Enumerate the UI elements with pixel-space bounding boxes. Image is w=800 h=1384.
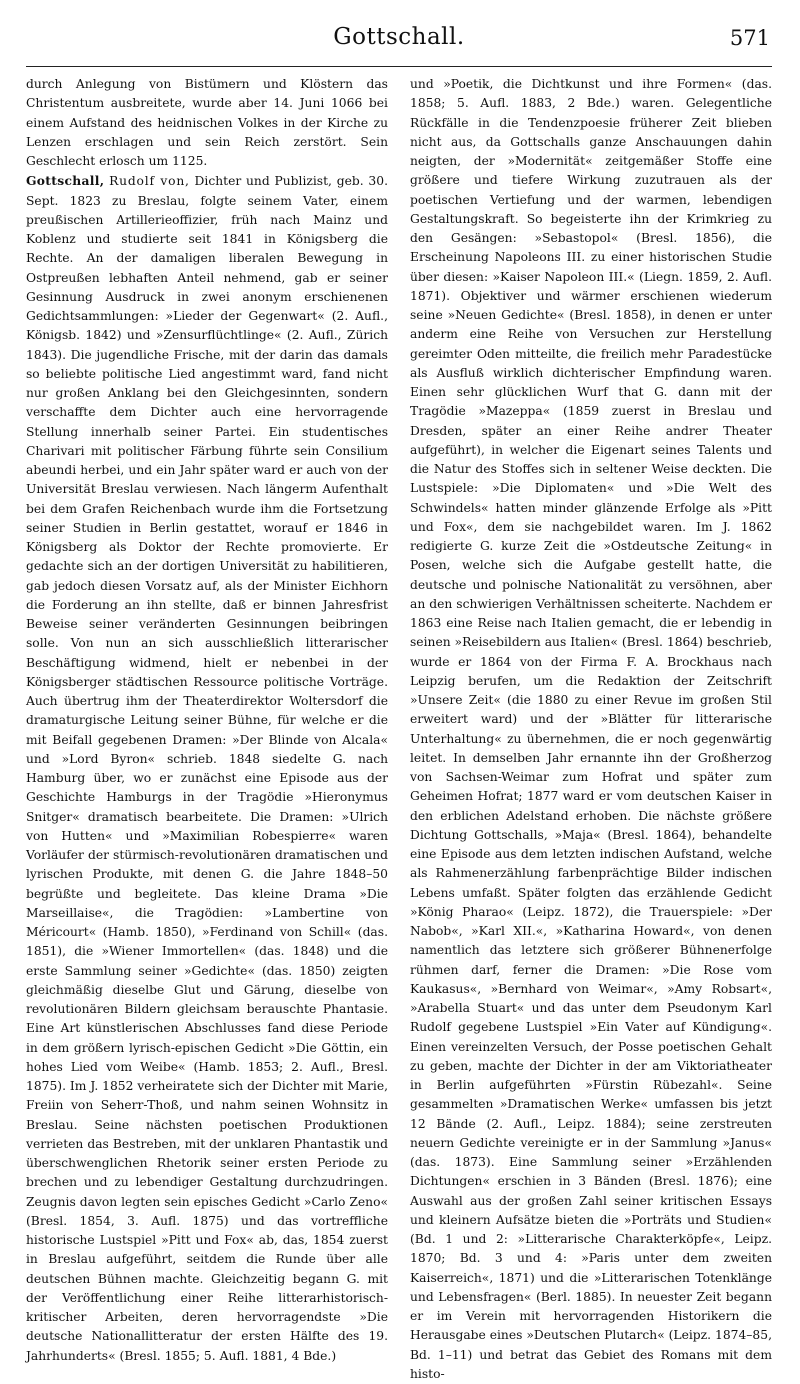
page-header (26, 22, 772, 67)
text-columns (26, 75, 772, 1384)
entry-lemma: Gottschall, (26, 173, 105, 189)
entry-gottschall (26, 171, 388, 1366)
left-column (26, 75, 388, 1384)
entry-given-name: Rudolf von, (109, 174, 190, 189)
continued-paragraph: durch Anlegung von Bistümern und Klöstern das Christentum ausbreitete, wurde aber 14. Juni 1066 bei einem Aufstand des heidnischen Volkes in der Kirche zu Lenzen erschlagen und sein Reich zerstört. Sein Geschlecht erlosch um 1125. (26, 77, 388, 168)
page-number: 571 (729, 26, 770, 50)
right-column (410, 75, 772, 1384)
entry-continuation: und »Poetik, die Dichtkunst und ihre Formen« (das. 1858; 5. Aufl. 1883, 2 Bde.) waren. Gelegentliche Rückfälle in die Tendenzpoesie früherer Zeit blieben nicht aus, da Gottschalls ganze Anschauungen dahin neigten, der »Modernität« zeitgemäßer Stoffe eine größere und tiefere Wirkung zuzutrauen als der poetischen Vertiefung und der warmen, lebendigen Gestaltungskraft. So begeisterte ihn der Krimkrieg zu den Gesängen: »Sebastopol« (Bresl. 1856), die Erscheinung Napoleons III. zu einer historischen Studie über diesen: »Kaiser Napoleon III.« (Liegn. 1859, 2. Aufl. 1871). Objektiver und wärmer erschienen wiederum seine »Neuen Gedichte« (Bresl. 1858), in denen er unter anderm eine Reihe von Versuchen zur Herstellung gereimter Oden mitteilte, die freilich mehr Paradestücke als Ausfluß wirklich dichterischer Empfindung waren. Einen sehr glücklichen Wurf that G. dann mit der Tragödie »Mazeppa« (1859 zuerst in Breslau und Dresden, später an einer Reihe andrer Theater aufgeführt), in welcher die Eigenart seines Talents und die Natur des Stoffes sich in seltener Weise deckten. Die Lustspiele: »Die Diplomaten« und »Die Welt des Schwindels« hatten minder glänzende Erfolge als »Pitt und Fox«, dem sie nachgebildet waren. Im J. 1862 redigierte G. kurze Zeit die »Ostdeutsche Zeitung« in Posen, welche sich die Aufgabe gestellt hatte, die deutsche und polnische Nationalität zu versöhnen, aber an den schwierigen Verhältnissen scheiterte. Nachdem er 1863 eine Reise nach Italien gemacht, die er lebendig in seinen »Reisebildern aus Italien« (Bresl. 1864) beschrieb, wurde er 1864 von der Firma F. A. Brockhaus nach Leipzig berufen, um die Redaktion der Zeitschrift »Unsere Zeit« (die 1880 zu einer Revue im großen Stil erweitert ward) und der »Blätter für litterarische Unterhaltung« zu übernehmen, die er noch gegenwärtig leitet. In demselben Jahr ernannte ihn der Großherzog von Sachsen-Weimar zum Hofrat und später zum Geheimen Hofrat; 1877 ward er vom deutschen Kaiser in den erblichen Adelstand erhoben. Die nächste größere Dichtung Gottschalls, »Maja« (Bresl. 1864), behandelte eine Episode aus dem letzten indischen Aufstand, welche als Rahmenerzählung farbenprächtige Bilder indischen Lebens umfaßt. Später folgten das erzählende Gedicht »König Pharao« (Leipz. 1872), die Trauerspiele: »Der Nabob«, »Karl XII.«, »Katharina Howard«, von denen namentlich das letztere sich größerer Bühnenerfolge rühmen darf, ferner die Dramen: »Die Rose vom Kaukasus«, »Bernhard von Weimar«, »Amy Robsart«, »Arabella Stuart« und das unter dem Pseudonym Karl Rudolf gegebene Lustspiel »Ein Vater auf Kündigung«. Einen vereinzelten Versuch, der Posse poetischen Gehalt zu geben, machte der Dichter in der am Viktoriatheater in Berlin aufgeführten »Fürstin Rübezahl«. Seine gesammelten »Dramatischen Werke« umfassen bis jetzt 12 Bände (2. Aufl., Leipz. 1884); seine zerstreuten neuern Gedichte vereinigte er in der Sammlung »Janus« (das. 1873). Eine Sammlung seiner »Erzählenden Dichtungen« erschien in 3 Bänden (Bresl. 1876); eine Auswahl aus der großen Zahl seiner kritischen Essays und kleinern Aufsätze bieten die »Porträts und Studien« (Bd. 1 und 2: »Litterarische Charakterköpfe«, Leipz. 1870; Bd. 3 und 4: »Paris unter dem zweiten Kaiserreich«, 1871) und die »Litterarischen Totenklänge und Lebensfragen« (Berl. 1885). In neuester Zeit begann er im Verein mit hervorragenden Historikern die Herausgabe eines »Deutschen Plutarch« (Leipz. 1874–85, Bd. 1–11) und betrat das Gebiet des Romans mit dem histo- (410, 77, 773, 1381)
entry-body: Dichter und Publizist, geb. 30. Sept. 1823 zu Breslau, folgte seinem Vater, einem preußischen Artillerieoffizier, früh nach Mainz und Koblenz und studierte seit 1841 in Königsberg die Rechte. An der damaligen liberalen Bewegung in Ostpreußen lebhaften Anteil nehmend, gab er seiner Gesinnung Ausdruck in zwei anonym erschienenen Gedichtsammlungen: »Lieder der Gegenwart« (2. Aufl., Königsb. 1842) und »Zensurflüchtlinge« (2. Aufl., Zürich 1843). Die jugendliche Frische, mit der darin das damals so beliebte politische Lied angestimmt ward, fand nicht nur großen Anklang bei den Gleichgesinnten, sondern verschaffte dem Dichter auch eine hervorragende Stellung innerhalb seiner Partei. Ein studentisches Charivari mit politischer Färbung führte sein Consilium abeundi herbei, und ein Jahr später ward er auch von der Universität Breslau verwiesen. Nach längerm Aufenthalt bei dem Grafen Reichenbach wurde ihm die Fortsetzung seiner Studien in Berlin gestattet, worauf er 1846 in Königsberg als Doktor der Rechte promovierte. Er gedachte sich an der dortigen Universität zu habilitieren, gab jedoch diesen Vorsatz auf, als der Minister Eichhorn die Forderung an ihn stellte, daß er binnen Jahresfrist Beweise seiner veränderten Gesinnungen beibringen solle. Von nun an sich ausschließlich litterarischer Beschäftigung widmend, hielt er nebenbei in der Königsberger städtischen Ressource politische Vorträge. Auch übertrug ihm der Theaterdirektor Woltersdorf die dramaturgische Leitung seiner Bühne, für welche er die mit Beifall gegebenen Dramen: »Der Blinde von Alcala« und »Lord Byron« schrieb. 1848 siedelte G. nach Hamburg über, wo er zunächst eine Episode aus der Geschichte Hamburgs in der Tragödie »Hieronymus Snitger« dramatisch bearbeitete. Die Dramen: »Ulrich von Hutten« und »Maximilian Robespierre« waren Vorläufer der stürmisch-revolutionären dramatischen und lyrischen Produkte, mit denen G. die Jahre 1848–50 begrüßte und begleitete. Das kleine Drama »Die Marseillaise«, die Tragödien: »Lambertine von Méricourt« (Hamb. 1850), »Ferdinand von Schill« (das. 1851), die »Wiener Immortellen« (das. 1848) und die erste Sammlung seiner »Gedichte« (das. 1850) zeigten gleichmäßig dieselbe Glut und Gärung, dieselbe von revolutionären Bildern gleichsam berauschte Phantasie. Eine Art künstlerischen Abschlusses fand diese Periode in dem größern lyrisch-epischen Gedicht »Die Göttin, ein hohes Lied vom Weibe« (Hamb. 1853; 2. Aufl., Bresl. 1875). Im J. 1852 verheiratete sich der Dichter mit Marie, Freiin von Seherr-Thoß, und nahm seinen Wohnsitz in Breslau. Seine nächsten poetischen Produktionen verrieten das Bestreben, mit der unklaren Phantastik und überschwenglichen Rhetorik seiner ersten Periode zu brechen und zu lebendiger Gestaltung durchzudringen. Zeugnis davon legten sein episches Gedicht »Carlo Zeno« (Bresl. 1854, 3. Aufl. 1875) und das vortreffliche historische Lustspiel »Pitt und Fox« ab, das, 1854 zuerst in Breslau aufgeführt, seitdem die Runde über alle deutschen Bühnen machte. Gleichzeitig begann G. mit der Veröffentlichung einer Reihe litterarhistorisch-kritischer Arbeiten, deren hervorragendste »Die deutsche Nationallitteratur der ersten Hälfte des 19. Jahrhunderts« (Bresl. 1855; 5. Aufl. 1881, 4 Bde.) (26, 174, 388, 1363)
running-head: Gottschall. (333, 24, 465, 50)
